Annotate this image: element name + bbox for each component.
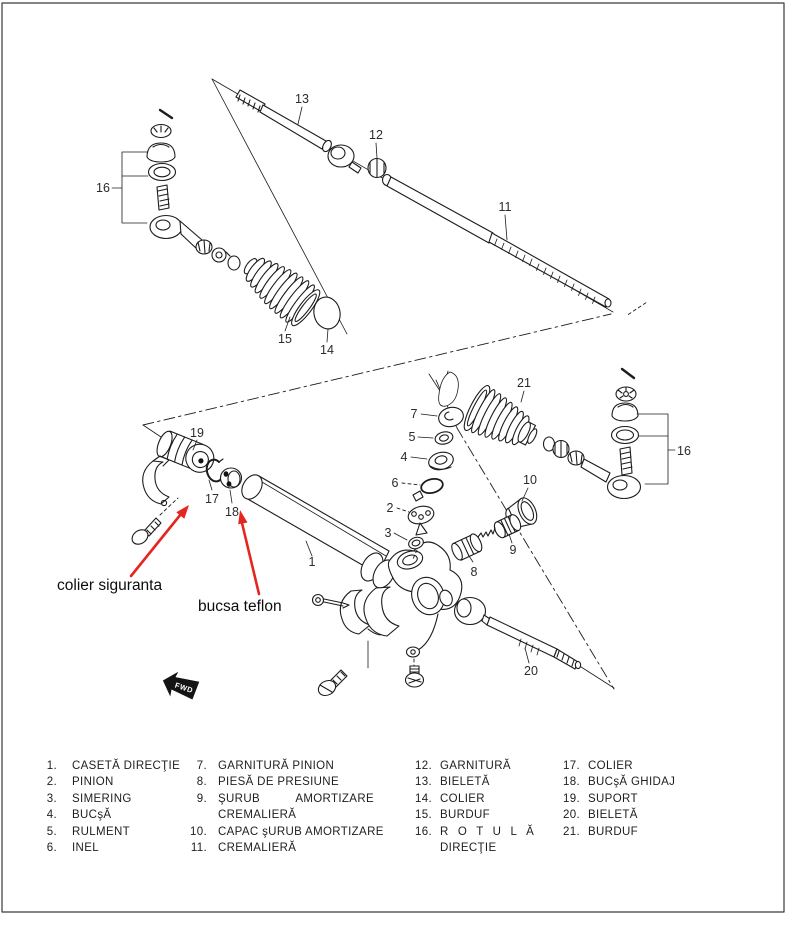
legend-item-text: CASETĂ DIRECŢIE — [72, 760, 181, 772]
legend-item-number: 9. — [196, 792, 207, 805]
legend-item — [557, 758, 675, 774]
legend-item — [183, 758, 384, 774]
pinion-cap-7 — [437, 405, 466, 429]
legend-item — [408, 758, 537, 774]
legend-item — [557, 774, 675, 790]
callout-4: 4 — [400, 450, 408, 464]
legend-item-text: ŞURUB AMORTIZARE CREMALIERĂ — [218, 792, 374, 822]
legend-item — [408, 791, 537, 807]
legend-item-number: 17. — [562, 760, 580, 772]
legend-item-text: BUCşĂ GHIDAJ — [588, 776, 676, 789]
legend-item-text: BURDUF — [440, 809, 491, 822]
legend-item-number: 21. — [562, 825, 580, 838]
legend-item-text: GARNITURĂ — [440, 760, 511, 772]
legend-item-text: PINION — [72, 776, 114, 789]
annotation-bucsa-teflon: bucsa teflon — [198, 598, 282, 615]
callout-3: 3 — [384, 526, 392, 540]
mount-clamps — [340, 587, 399, 636]
legend-item — [183, 774, 384, 790]
legend-column-3 — [408, 758, 537, 856]
clamp-colier-siguranta — [143, 456, 169, 506]
legend-item-text: BIELETĂ — [588, 809, 638, 822]
bolt-right — [406, 666, 424, 687]
callout-7: 7 — [410, 407, 418, 421]
callout-11: 11 — [498, 200, 512, 214]
legend-item-number: 8. — [196, 776, 207, 789]
inner-tie-rod-20 — [455, 598, 581, 670]
legend-item-number: 1. — [46, 760, 57, 772]
o-ring-6 — [420, 477, 445, 496]
legend-item-text: CREMALIERĂ — [218, 842, 297, 855]
legend-item-number: 11. — [190, 842, 207, 855]
legend-item — [183, 791, 384, 824]
callout-5: 5 — [408, 430, 416, 444]
legend-item-text: BURDUF — [588, 825, 639, 838]
callout-8: 8 — [470, 565, 478, 579]
tie-rod-end-left-assembly — [147, 110, 240, 270]
legend-item-text: COLIER — [440, 792, 485, 805]
callout-16: 16 — [677, 444, 691, 458]
legend-item-number: 10. — [189, 825, 207, 838]
legend-item — [408, 774, 537, 790]
callout-10: 10 — [523, 473, 537, 487]
legend-item — [183, 840, 384, 856]
callout-12: 12 — [369, 128, 383, 142]
legend-column-1 — [35, 758, 180, 856]
legend-item — [557, 824, 675, 840]
legend-item-text: SUPORT — [588, 792, 638, 805]
legend-item-text: R O T U L Ă DIRECŢIE — [440, 825, 537, 855]
legend-item — [557, 807, 675, 823]
guide-bushing-18 — [221, 468, 242, 488]
legend-item-number: 13. — [414, 776, 432, 789]
callout-13: 13 — [295, 92, 309, 106]
legend-item-number: 12. — [414, 760, 432, 772]
legend-item — [408, 807, 537, 823]
deflated-boot — [439, 372, 459, 406]
legend-column-2 — [183, 758, 384, 856]
legend-item-text: PIESĂ DE PRESIUNE — [218, 776, 339, 789]
callout-6: 6 — [391, 476, 399, 490]
legend-item — [557, 791, 675, 807]
nut-12 — [368, 159, 386, 178]
legend-item — [35, 758, 180, 774]
callout-leaders — [193, 107, 529, 663]
callout-18: 18 — [225, 505, 239, 519]
bearing-5 — [434, 430, 454, 446]
annotation-colier-siguranta: colier siguranta — [57, 577, 163, 594]
legend-item-number: 6. — [46, 842, 57, 855]
legend-item-number: 20. — [562, 809, 580, 822]
legend-item — [35, 791, 180, 807]
callout-16: 16 — [96, 181, 110, 195]
legend-item-number: 3. — [46, 792, 57, 805]
callout-2: 2 — [386, 501, 394, 515]
legend-item-number: 4. — [46, 809, 57, 822]
legend-item-number: 7. — [196, 760, 207, 772]
ground-strap — [407, 614, 439, 668]
legend-item-text: INEL — [72, 842, 99, 855]
fwd-badge — [159, 668, 200, 704]
boot-15 — [234, 245, 325, 329]
legend-item — [35, 840, 180, 856]
legend-item-number: 14. — [414, 792, 432, 805]
bolt-left — [316, 670, 347, 698]
callout-15: 15 — [278, 332, 292, 346]
rack-shaft-11 — [383, 175, 612, 308]
spring — [478, 528, 495, 537]
legend-column-4 — [557, 758, 675, 840]
legend-item — [183, 824, 384, 840]
legend-item-text: BIELETĂ — [440, 776, 490, 789]
pressure-piece-8 — [386, 295, 713, 561]
legend-item-text: CAPAC şURUB AMORTIZARE — [218, 825, 384, 838]
callout-19: 19 — [190, 426, 204, 440]
legend-item-text: COLIER — [588, 760, 633, 772]
callout-14: 14 — [320, 343, 334, 357]
legend-item-number: 15. — [414, 809, 432, 822]
callout-9: 9 — [509, 543, 517, 557]
legend-item-text: BUCşĂ — [72, 809, 112, 822]
legend-item — [35, 807, 180, 823]
callout-17: 17 — [205, 492, 219, 506]
legend-item-text: GARNITURĂ PINION — [218, 760, 335, 772]
callout-1: 1 — [308, 555, 316, 569]
callout-20: 20 — [524, 664, 538, 678]
legend-item-number: 2. — [46, 776, 57, 789]
legend-item-number: 16. — [414, 825, 432, 838]
support-19 — [154, 429, 218, 477]
tie-rod-end-right-assembly — [581, 369, 675, 499]
pinion-2 — [406, 491, 435, 535]
legend-item-number: 18. — [562, 776, 580, 789]
legend-item — [35, 774, 180, 790]
washer-and-nuts — [544, 437, 585, 465]
legend-item-number: 5. — [46, 825, 57, 838]
legend-item — [35, 824, 180, 840]
boot-21 — [460, 383, 546, 460]
clamp-screw — [129, 498, 178, 547]
legend-item — [408, 824, 537, 857]
legend-item-text: SIMERING — [72, 792, 132, 805]
legend-item-number: 19. — [562, 792, 580, 805]
callout-21: 21 — [517, 376, 531, 390]
fwd-badge-label: FWD — [173, 680, 195, 696]
bushing-4 — [427, 450, 455, 473]
bracket-16-left — [112, 152, 148, 223]
legend-item-text: RULMENT — [72, 825, 131, 838]
